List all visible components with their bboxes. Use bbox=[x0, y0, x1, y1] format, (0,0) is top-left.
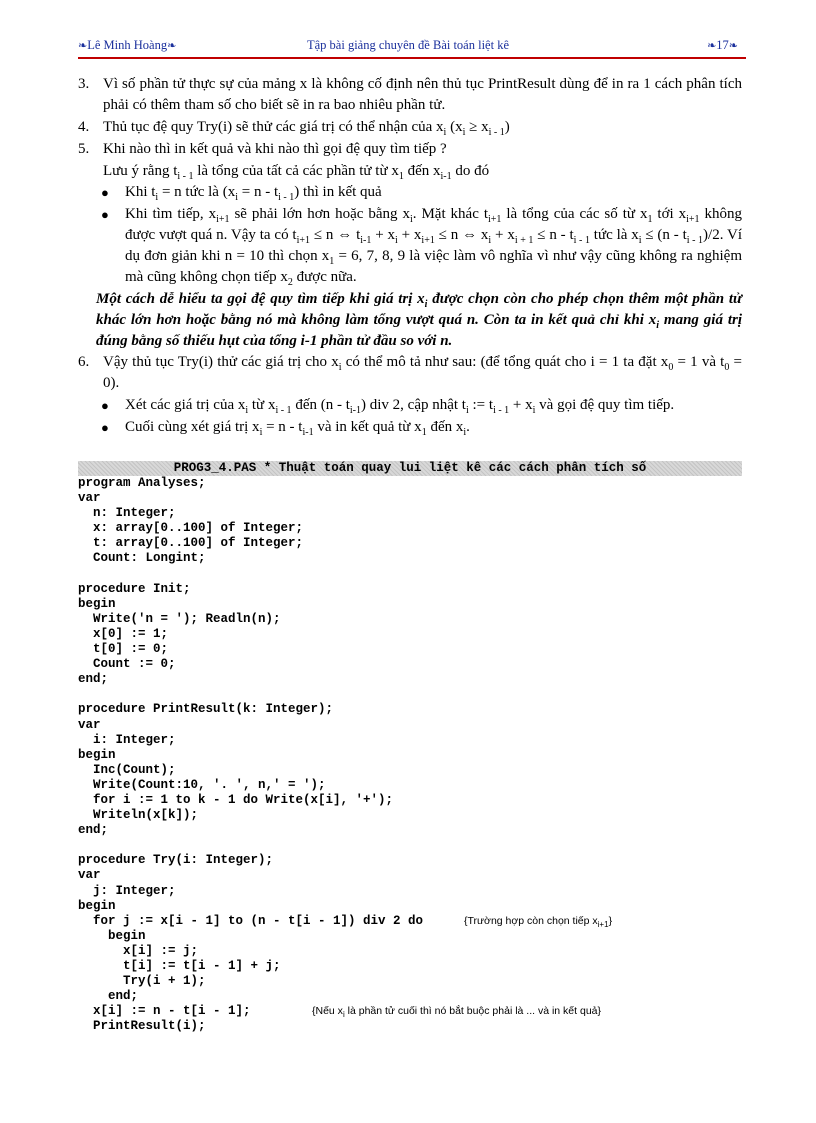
header-author: ❧Lê Minh Hoàng❧ bbox=[78, 38, 177, 52]
emphasis-paragraph: Một cách dễ hiểu ta gọi đệ quy tìm tiếp khi giá trị $x_i$ được chọn còn cho phép chọn thêm một phần tử khác lớn hơn hoặc bằng nó mà không làm tổng vượt quá n. Còn ta in kết quả chỉ khi $x_i$ mang giá trị đúng bằng số thiếu hụt của tổng i-1 phần tử đầu so với n. bbox=[96, 291, 743, 349]
item-6: 6. Vậy thủ tục Try(i) thử các giá trị cho $x_i$ có thể mô tả như sau: (để tổng quát cho i = 1 ta đặt $x_0 = 1$ và $t_0 = 0$). bbox=[78, 354, 742, 391]
code-line: Try(i + 1); bbox=[78, 974, 206, 989]
code-listing bbox=[78, 476, 742, 1034]
code-line: PrintResult(i); bbox=[78, 1019, 206, 1034]
code-line: for i := 1 to k - 1 do Write(x[i], '+'); bbox=[78, 792, 394, 807]
code-line: Write(Count:10, '. ', n,' = '); bbox=[78, 777, 326, 792]
header-page-number: ❧17❧ bbox=[707, 38, 738, 52]
code-line: program Analyses; bbox=[78, 476, 206, 490]
code-line bbox=[78, 838, 742, 853]
code-line: Count: Longint; bbox=[78, 551, 206, 566]
ornament-icon: ❧ bbox=[728, 40, 738, 52]
bullet-print-case: ● Khi $t_i = n$ tức là $(x_i = n - t_{i - 1})$ thì in kết quả bbox=[101, 184, 382, 203]
item-3: 3. Vì số phần tử thực sự của mảng x là không cố định nên thủ tục PrintResult dùng để in ra 1 cách phân tích phải có thêm tham số cho biết sẽ in ra bao nhiêu phần tử. bbox=[78, 76, 742, 113]
code-line: Inc(Count); bbox=[78, 762, 176, 777]
code-line: begin bbox=[78, 928, 146, 943]
bullet-icon: ● bbox=[101, 207, 109, 222]
header-rule bbox=[78, 57, 746, 59]
code-line: Writeln(x[k]); bbox=[78, 808, 199, 823]
code-line bbox=[78, 687, 742, 702]
code-title-bar: PROG3_4.PAS * Thuật toán quay lui liệt kê các cách phân tích số bbox=[78, 461, 742, 476]
ornament-icon: ❧ bbox=[78, 40, 88, 52]
item-5-note: Lưu ý rằng $t_{i - 1}$ là tổng của tất cả các phần tử từ $x_1$ đến $x_{i-1}$ do đó bbox=[103, 163, 490, 182]
code-line-with-comment: for j := x[i - 1] to (n - t[i - 1]) div 2 do {Trường hợp còn chọn tiếp $x_{i+1}$} bbox=[78, 913, 613, 929]
bullet-recurse-case: ● Khi tìm tiếp, $x_{i+1}$ sẽ phải lớn hơn hoặc bằng $x_i$. Mặt khác $t_{i+1}$ là tổng của các số từ $x_1$ tới $x_{i+1}$ không được vượt quá n. Vậy ta có $t_{i+1} \le n$ ⇔ $t_{i-1} + x_i + x_{i+1} \le n$ ⇔ $x_i + x_{i + 1} \le n - t_{i - 1}$ tức là $x_i \le (n - t_{i - 1})/2$. Ví dụ đơn giản khi n = 10 thì chọn $x_1 = 6$, 7, 8, 9 là việc làm vô nghĩa vì như vậy cũng không ra nghiệm mà cũng không chọn tiếp $x_2$ được nữa. bbox=[101, 206, 743, 288]
item-5: 5. Khi nào thì in kết quả và khi nào thì gọi đệ quy tìm tiếp ? bbox=[78, 141, 447, 157]
code-line bbox=[78, 567, 742, 582]
code-line: procedure Init; bbox=[78, 581, 191, 596]
code-comment: {Nếu $x_i$ là phần tử cuối thì nó bắt buộc phải là ... và in kết quả} bbox=[312, 1005, 602, 1020]
code-line: var bbox=[78, 491, 101, 506]
ornament-icon: ❧ bbox=[167, 40, 177, 52]
page-header bbox=[78, 38, 738, 58]
bullet-icon: ● bbox=[101, 398, 109, 413]
bullet-icon: ● bbox=[101, 185, 109, 200]
code-line: end; bbox=[78, 823, 109, 838]
code-line: i: Integer; bbox=[78, 732, 176, 747]
code-line: begin bbox=[78, 747, 116, 762]
code-line: x[i] := j; bbox=[78, 943, 199, 958]
code-line: begin bbox=[78, 596, 116, 611]
code-line: Write('n = '); Readln(n); bbox=[78, 611, 281, 626]
bullet-loop-values: ● Xét các giá trị của $x_i$ từ $x_{i - 1}$ đến $(n - t_{i-1})$ div 2, cập nhật $t_i$ := $t_{i - 1} + x_i$ và gọi đệ quy tìm tiếp. bbox=[101, 397, 675, 416]
header-title: Tập bài giảng chuyên đề Bài toán liệt kê bbox=[306, 38, 509, 52]
code-line-with-comment: x[i] := n - t[i - 1]; {Nếu $x_i$ là phần tử cuối thì nó bắt buộc phải là ... và in kết quả} bbox=[78, 1004, 602, 1020]
code-line: var bbox=[78, 868, 101, 883]
ornament-icon: ❧ bbox=[707, 40, 717, 52]
code-line: x: array[0..100] of Integer; bbox=[78, 521, 304, 536]
code-line: t[0] := 0; bbox=[78, 642, 169, 657]
code-line: Count := 0; bbox=[78, 657, 176, 672]
code-line: procedure Try(i: Integer); bbox=[78, 853, 274, 868]
code-line: procedure PrintResult(k: Integer); bbox=[78, 702, 334, 717]
code-comment: {Trường hợp còn chọn tiếp $x_{i+1}$} bbox=[464, 914, 613, 929]
code-line: t: array[0..100] of Integer; bbox=[78, 536, 304, 551]
code-line: j: Integer; bbox=[78, 883, 176, 898]
bullet-icon: ● bbox=[101, 420, 109, 435]
code-line: end; bbox=[78, 989, 139, 1004]
bullet-final-value: ● Cuối cùng xét giá trị $x_i = n - t_{i-1}$ và in kết quả từ $x_1$ đến $x_i$. bbox=[101, 419, 470, 438]
code-line: begin bbox=[78, 898, 116, 913]
code-line: t[i] := t[i - 1] + j; bbox=[78, 959, 281, 973]
body-text bbox=[78, 74, 742, 439]
code-line: end; bbox=[78, 672, 109, 687]
item-4: 4. Thủ tục đệ quy Try(i) sẽ thử các giá trị có thể nhận của $x_i$ $(x_i \ge x_{i - 1})$ bbox=[78, 119, 510, 138]
code-line: var bbox=[78, 717, 101, 732]
code-line: n: Integer; bbox=[78, 506, 176, 521]
code-line: x[0] := 1; bbox=[78, 626, 169, 641]
